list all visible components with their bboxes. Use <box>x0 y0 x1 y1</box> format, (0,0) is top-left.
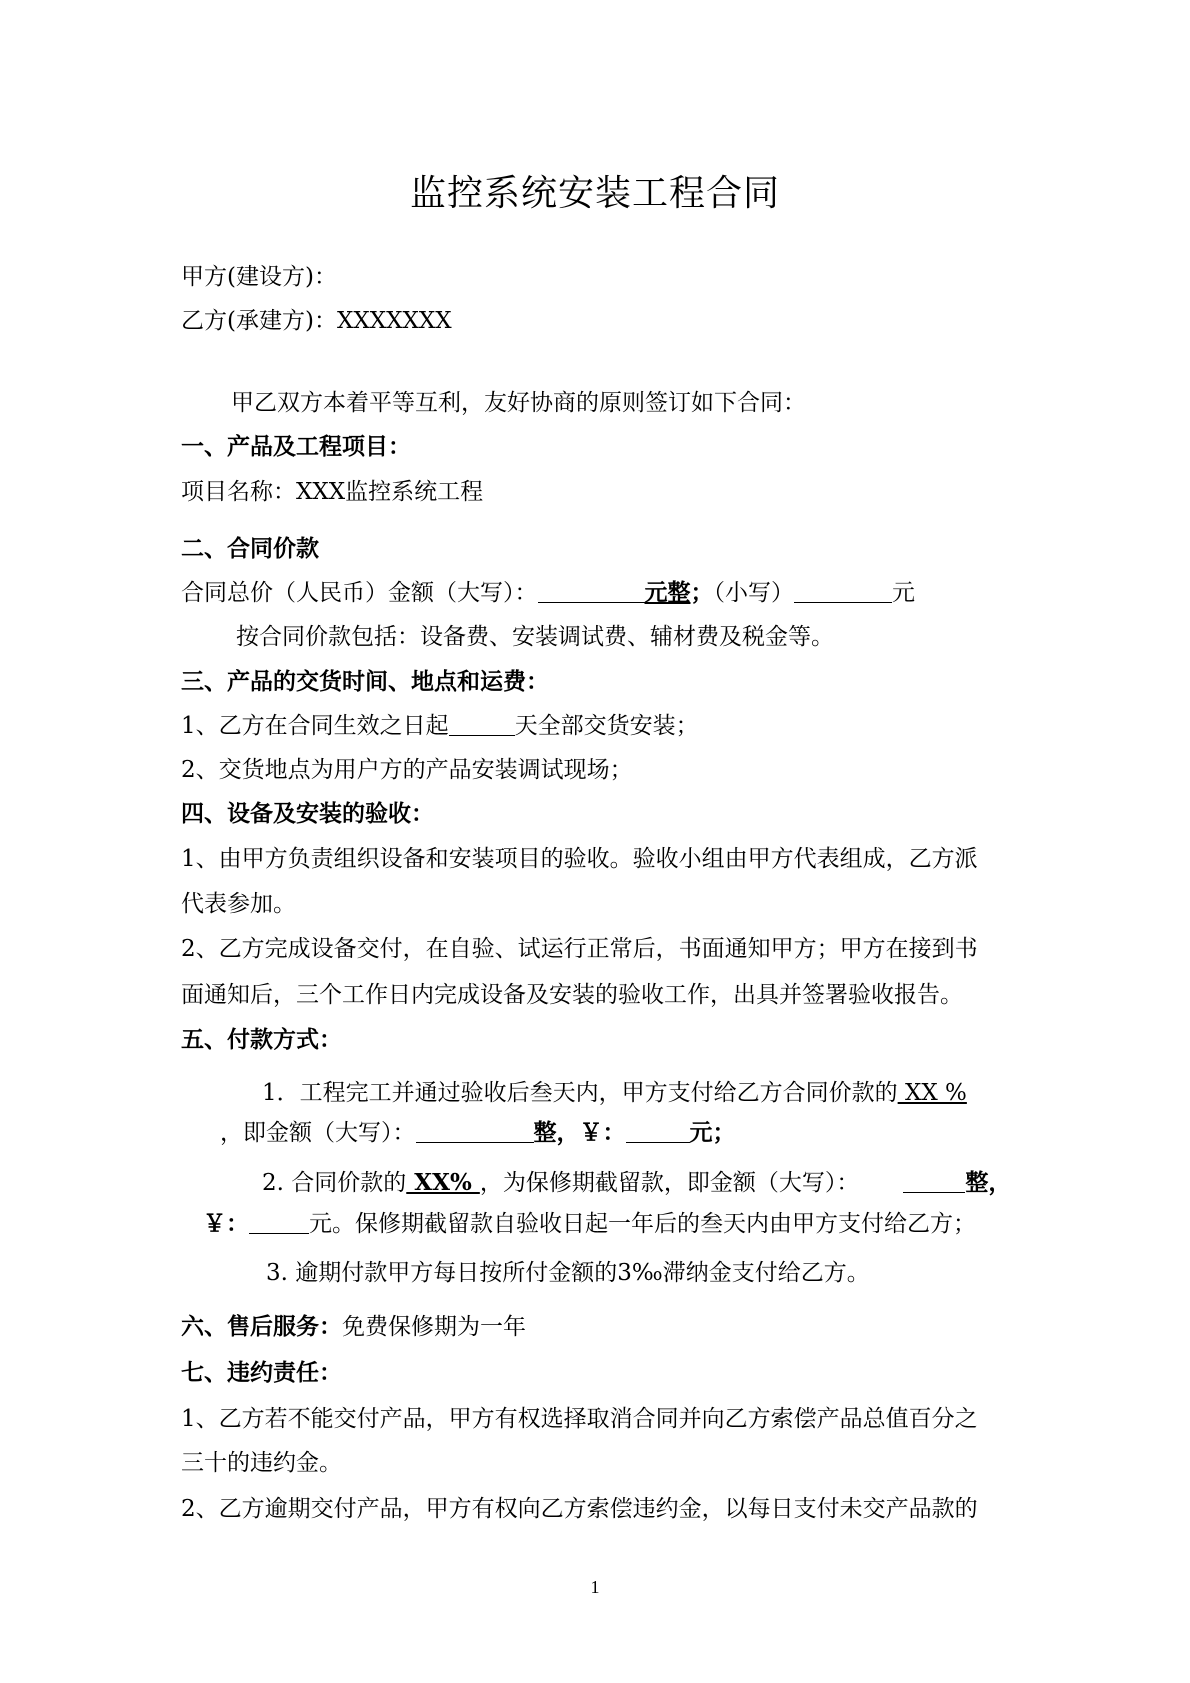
payment-2-amount-label: ，为保修期截留款，即金额（大写）： <box>479 1170 860 1196</box>
payment-1-line-2 <box>220 1118 736 1148</box>
payment-1-amount-blank <box>416 1120 534 1143</box>
price-includes: 按合同价款包括：设备费、安装调试费、辅材费及税金等。 <box>236 624 834 650</box>
payment-2-line-1 <box>262 1168 1011 1198</box>
project-name: 项目名称：XXX监控系统工程 <box>181 479 484 505</box>
price-end: 元 <box>892 580 915 606</box>
delivery-days-blank <box>449 713 515 736</box>
payment-2-line-2 <box>203 1209 976 1239</box>
payment-2-percent: XX% <box>406 1169 480 1196</box>
payment-2-amount-blank <box>903 1170 965 1193</box>
section-4-item-1-line-2: 代表参加。 <box>181 891 296 917</box>
payment-1-amount-label: ，即金额（大写）： <box>220 1120 416 1146</box>
payment-1-end: 元； <box>689 1119 736 1146</box>
price-uppercase-blank <box>538 580 645 603</box>
payment-2-yuan-label: ￥： <box>203 1210 249 1237</box>
payment-2-yuan-blank <box>249 1211 309 1234</box>
payment-1-yuan-blank <box>626 1120 690 1143</box>
payment-1-text: 1．工程完工并通过验收后叁天内，甲方支付给乙方合同价款的 <box>262 1080 898 1106</box>
section-7-item-2-line-1: 2、乙方逾期交付产品，甲方有权向乙方索偿违约金，以每日支付未交产品款的 <box>181 1496 978 1522</box>
section-7-heading: 七、违约责任： <box>181 1359 342 1386</box>
delivery-days-suffix: 天全部交货安装； <box>514 713 699 739</box>
party-b-label: 乙方(承建方)： <box>181 308 337 334</box>
price-prefix: 合同总价（人民币）金额（大写）： <box>181 580 538 606</box>
section-2-heading: 二、合同价款 <box>181 535 319 562</box>
intro-paragraph: 甲乙双方本着平等互利，友好协商的原则签订如下合同： <box>231 390 806 416</box>
section-6-text: 免费保修期为一年 <box>342 1314 526 1340</box>
section-1-heading: 一、产品及工程项目： <box>181 433 411 460</box>
payment-2-text: 2. 合同价款的 <box>262 1170 407 1196</box>
section-7-item-1-line-2: 三十的违约金。 <box>181 1450 342 1476</box>
payment-1-percent: XX % <box>897 1080 967 1106</box>
section-5-heading: 五、付款方式： <box>181 1026 342 1053</box>
party-a-line: 甲方(建设方)： <box>181 264 337 290</box>
payment-1-line-1 <box>262 1078 967 1108</box>
price-small-label: （小写） <box>713 580 794 606</box>
price-lowercase-blank <box>794 580 892 603</box>
page-number: 1 <box>590 1577 600 1597</box>
delivery-days-prefix: 1、乙方在合同生效之日起 <box>181 713 449 739</box>
section-6-line <box>181 1312 526 1342</box>
price-mid: 元整 <box>644 579 691 606</box>
section-4-item-2-line-2: 面通知后，三个工作日内完成设备及安装的验收工作，出具并签署验收报告。 <box>181 982 963 1008</box>
price-semicolon: ； <box>690 579 714 606</box>
payment-2-end: 元。保修期截留款自验收日起一年后的叁天内由甲方支付给乙方； <box>309 1211 976 1237</box>
document-title: 监控系统安装工程合同 <box>409 173 780 214</box>
party-b-value: XXXXXXX <box>336 308 452 334</box>
party-b-line <box>181 306 452 336</box>
section-4-item-2-line-1: 2、乙方完成设备交付，在自验、试运行正常后，书面通知甲方；甲方在接到书 <box>181 936 978 962</box>
section-4-item-1-line-1: 1、由甲方负责组织设备和安装项目的验收。验收小组由甲方代表组成，乙方派 <box>181 846 978 872</box>
section-3-item-1 <box>181 711 699 741</box>
section-3-item-2: 2、交货地点为用户方的产品安装调试现场； <box>181 757 633 783</box>
section-6-heading: 六、售后服务： <box>181 1313 342 1340</box>
payment-2-whole: 整， <box>965 1169 1012 1196</box>
section-7-item-1-line-1: 1、乙方若不能交付产品，甲方有权选择取消合同并向乙方索偿产品总值百分之 <box>181 1406 978 1432</box>
payment-1-yuan-label: 整，￥： <box>533 1119 626 1146</box>
section-4-heading: 四、设备及安装的验收： <box>181 800 434 827</box>
payment-3: 3. 逾期付款甲方每日按所付金额的3‰滞纳金支付给乙方。 <box>266 1260 870 1286</box>
contract-price-line <box>181 578 915 608</box>
section-3-heading: 三、产品的交货时间、地点和运费： <box>181 668 549 695</box>
